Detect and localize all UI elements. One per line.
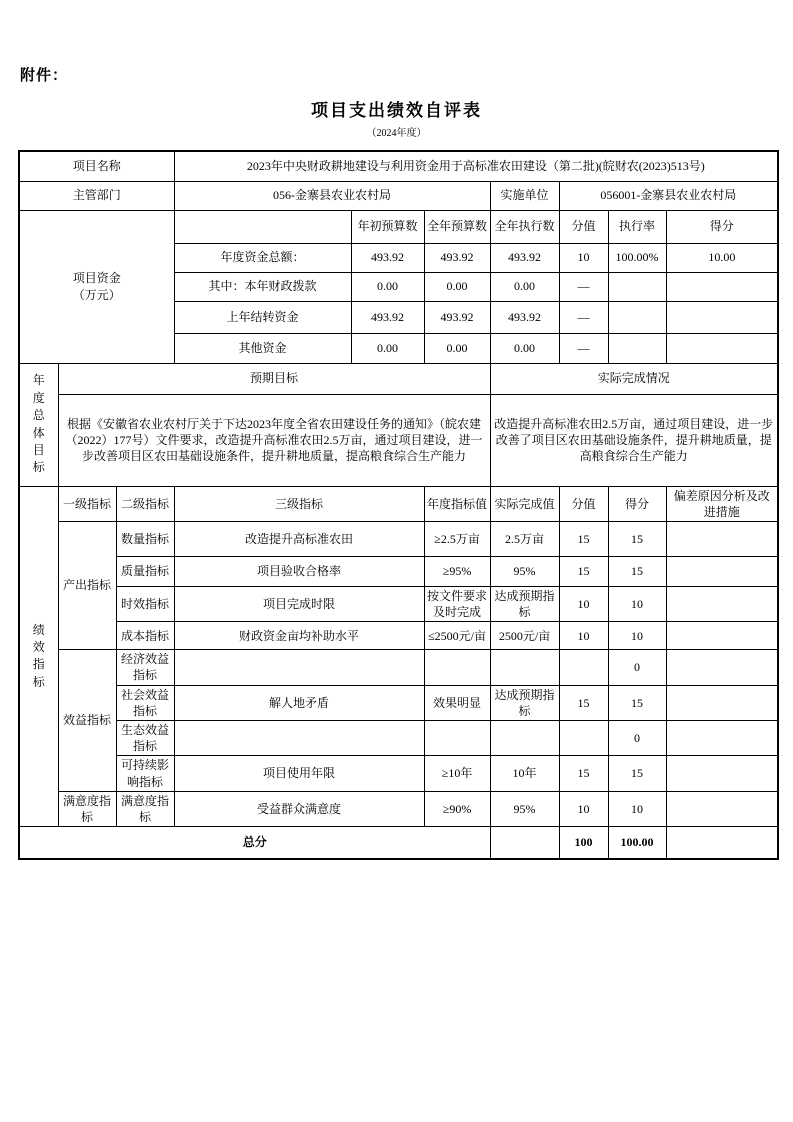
indicator-level2: 成本指标 bbox=[116, 622, 174, 650]
indicator-target: ≥90% bbox=[424, 791, 490, 826]
fund-side-label-line1: 项目资金 bbox=[72, 271, 121, 286]
impl-unit-value: 056001-金寨县农业农村局 bbox=[559, 181, 778, 210]
expected-goal-header: 预期目标 bbox=[58, 363, 490, 394]
fund-score-value: 10 bbox=[559, 243, 608, 272]
indicator-target: ≥2.5万亩 bbox=[424, 521, 490, 556]
indicator-score: 10 bbox=[559, 586, 608, 621]
indicator-actual: 95% bbox=[490, 791, 559, 826]
fund-side-label bbox=[19, 210, 174, 363]
fund-initial-value: 493.92 bbox=[351, 301, 424, 333]
fund-side-label-line2: （万元） bbox=[72, 287, 121, 302]
table-row bbox=[19, 756, 778, 791]
group-satisfaction-label: 满意度指标 bbox=[58, 791, 116, 826]
indicator-actual bbox=[490, 650, 559, 685]
indicator-level2: 可持续影响指标 bbox=[116, 756, 174, 791]
page-title: 项目支出绩效自评表 bbox=[311, 101, 482, 120]
indicator-points: 15 bbox=[608, 756, 666, 791]
indicator-level3: 财政资金亩均补助水平 bbox=[174, 622, 424, 650]
fund-points-value bbox=[666, 301, 778, 333]
dept-label: 主管部门 bbox=[19, 181, 174, 210]
indicator-actual: 2.5万亩 bbox=[490, 521, 559, 556]
indicator-points: 15 bbox=[608, 556, 666, 586]
fund-annual-value: 0.00 bbox=[424, 333, 490, 363]
fund-header-rate: 执行率 bbox=[608, 210, 666, 243]
fund-initial-value: 0.00 bbox=[351, 333, 424, 363]
indicator-level3: 解人地矛盾 bbox=[174, 685, 424, 720]
fund-points-value bbox=[666, 333, 778, 363]
fund-header-points: 得分 bbox=[666, 210, 778, 243]
fund-executed-value: 0.00 bbox=[490, 333, 559, 363]
expected-goal-text: 根据《安徽省农业农村厅关于下达2023年度全省农田建设任务的通知》（皖农建（2022）177号）文件要求，改造提升高标准农田2.5万亩，通过项目建设，进一步改善项目区农田基础设施条件，提升耕地质量，提高粮食综合生产能力 bbox=[58, 394, 490, 486]
indicator-actual: 95% bbox=[490, 556, 559, 586]
indicator-deviation bbox=[666, 685, 778, 720]
fund-rate-value: 100.00% bbox=[608, 243, 666, 272]
indicator-score: 15 bbox=[559, 556, 608, 586]
fund-rate-value bbox=[608, 333, 666, 363]
indicator-level2: 经济效益指标 bbox=[116, 650, 174, 685]
indicator-level3: 项目使用年限 bbox=[174, 756, 424, 791]
indicator-level3: 改造提升高标准农田 bbox=[174, 521, 424, 556]
indicator-actual: 10年 bbox=[490, 756, 559, 791]
indicator-score bbox=[559, 650, 608, 685]
indicator-points: 10 bbox=[608, 791, 666, 826]
header-level1: 一级指标 bbox=[58, 486, 116, 521]
indicator-points: 0 bbox=[608, 721, 666, 756]
fund-header-executed: 全年执行数 bbox=[490, 210, 559, 243]
fund-executed-value: 0.00 bbox=[490, 272, 559, 301]
indicator-target bbox=[424, 650, 490, 685]
impl-unit-label: 实施单位 bbox=[490, 181, 559, 210]
indicator-actual: 2500元/亩 bbox=[490, 622, 559, 650]
attachment-label: 附件： bbox=[20, 68, 69, 84]
fund-score-value: — bbox=[559, 301, 608, 333]
indicator-points: 15 bbox=[608, 685, 666, 720]
fund-points-value bbox=[666, 272, 778, 301]
group-output-label: 产出指标 bbox=[58, 521, 116, 649]
total-actual bbox=[490, 827, 559, 859]
indicator-target: 效果明显 bbox=[424, 685, 490, 720]
header-level3: 三级指标 bbox=[174, 486, 424, 521]
header-target: 年度指标值 bbox=[424, 486, 490, 521]
total-deviation bbox=[666, 827, 778, 859]
table-row bbox=[19, 650, 778, 685]
fund-annual-value: 0.00 bbox=[424, 272, 490, 301]
indicator-score: 15 bbox=[559, 756, 608, 791]
indicator-target: 按文件要求及时完成 bbox=[424, 586, 490, 621]
indicator-deviation bbox=[666, 721, 778, 756]
indicator-deviation bbox=[666, 622, 778, 650]
fund-annual-value: 493.92 bbox=[424, 301, 490, 333]
indicator-level2: 生态效益指标 bbox=[116, 721, 174, 756]
indicator-score bbox=[559, 721, 608, 756]
indicator-level2: 时效指标 bbox=[116, 586, 174, 621]
table-row bbox=[19, 363, 778, 394]
header-deviation: 偏差原因分析及改进措施 bbox=[666, 486, 778, 521]
indicators-side-label: 绩效指标 bbox=[19, 486, 58, 827]
fund-initial-value: 493.92 bbox=[351, 243, 424, 272]
fund-points-value: 10.00 bbox=[666, 243, 778, 272]
indicator-actual bbox=[490, 721, 559, 756]
indicator-deviation bbox=[666, 586, 778, 621]
table-row bbox=[19, 791, 778, 826]
total-label: 总分 bbox=[19, 827, 490, 859]
indicator-target: ≥10年 bbox=[424, 756, 490, 791]
table-row bbox=[19, 181, 778, 210]
indicator-level3: 受益群众满意度 bbox=[174, 791, 424, 826]
table-row bbox=[19, 151, 778, 181]
indicator-points: 10 bbox=[608, 586, 666, 621]
project-name-value: 2023年中央财政耕地建设与利用资金用于高标准农田建设（第二批)(皖财农(2023)513号) bbox=[174, 151, 778, 181]
indicator-level3 bbox=[174, 721, 424, 756]
table-row bbox=[19, 721, 778, 756]
fund-header-annual: 全年预算数 bbox=[424, 210, 490, 243]
indicator-score: 10 bbox=[559, 791, 608, 826]
fund-row-label: 其中：本年财政拨款 bbox=[174, 272, 351, 301]
fund-rate-value bbox=[608, 301, 666, 333]
dept-value: 056-金寨县农业农村局 bbox=[174, 181, 490, 210]
indicator-level2: 满意度指标 bbox=[116, 791, 174, 826]
indicator-actual: 达成预期指标 bbox=[490, 685, 559, 720]
header-score: 分值 bbox=[559, 486, 608, 521]
page-subtitle: （2024年度） bbox=[366, 128, 427, 139]
indicator-level3: 项目完成时限 bbox=[174, 586, 424, 621]
header-actual: 实际完成值 bbox=[490, 486, 559, 521]
indicator-score: 15 bbox=[559, 685, 608, 720]
total-score: 100 bbox=[559, 827, 608, 859]
indicator-target: ≤2500元/亩 bbox=[424, 622, 490, 650]
table-row bbox=[19, 394, 778, 486]
fund-row-label: 年度资金总额： bbox=[174, 243, 351, 272]
indicator-points: 0 bbox=[608, 650, 666, 685]
fund-header-blank bbox=[174, 210, 351, 243]
indicator-actual: 达成预期指标 bbox=[490, 586, 559, 621]
fund-score-value: — bbox=[559, 272, 608, 301]
annual-goal-side-label: 年度总体目标 bbox=[19, 363, 58, 486]
fund-annual-value: 493.92 bbox=[424, 243, 490, 272]
table-row bbox=[19, 210, 778, 243]
project-name-label: 项目名称 bbox=[19, 151, 174, 181]
fund-header-score: 分值 bbox=[559, 210, 608, 243]
fund-executed-value: 493.92 bbox=[490, 243, 559, 272]
indicator-score: 10 bbox=[559, 622, 608, 650]
actual-completion-header: 实际完成情况 bbox=[490, 363, 778, 394]
table-row bbox=[19, 827, 778, 859]
indicator-level2: 社会效益指标 bbox=[116, 685, 174, 720]
table-row bbox=[19, 521, 778, 556]
indicator-deviation bbox=[666, 521, 778, 556]
indicator-deviation bbox=[666, 556, 778, 586]
header-level2: 二级指标 bbox=[116, 486, 174, 521]
indicator-deviation bbox=[666, 791, 778, 826]
total-points: 100.00 bbox=[608, 827, 666, 859]
indicator-target: ≥95% bbox=[424, 556, 490, 586]
actual-completion-text: 改造提升高标准农田2.5万亩，通过项目建设，进一步改善了项目区农田基础设施条件，提升耕地质量，提高粮食综合生产能力 bbox=[490, 394, 778, 486]
table-row bbox=[19, 685, 778, 720]
indicator-score: 15 bbox=[559, 521, 608, 556]
indicator-deviation bbox=[666, 756, 778, 791]
header-points: 得分 bbox=[608, 486, 666, 521]
fund-row-label: 其他资金 bbox=[174, 333, 351, 363]
fund-initial-value: 0.00 bbox=[351, 272, 424, 301]
group-benefit-label: 效益指标 bbox=[58, 650, 116, 792]
indicator-points: 10 bbox=[608, 622, 666, 650]
indicator-level3 bbox=[174, 650, 424, 685]
indicator-level3: 项目验收合格率 bbox=[174, 556, 424, 586]
table-row bbox=[19, 622, 778, 650]
table-row bbox=[19, 586, 778, 621]
self-evaluation-table bbox=[18, 150, 779, 860]
indicator-level2: 数量指标 bbox=[116, 521, 174, 556]
indicator-points: 15 bbox=[608, 521, 666, 556]
fund-header-initial: 年初预算数 bbox=[351, 210, 424, 243]
fund-score-value: — bbox=[559, 333, 608, 363]
fund-row-label: 上年结转资金 bbox=[174, 301, 351, 333]
fund-executed-value: 493.92 bbox=[490, 301, 559, 333]
indicator-level2: 质量指标 bbox=[116, 556, 174, 586]
table-row bbox=[19, 486, 778, 521]
indicator-target bbox=[424, 721, 490, 756]
table-row bbox=[19, 556, 778, 586]
fund-rate-value bbox=[608, 272, 666, 301]
indicator-deviation bbox=[666, 650, 778, 685]
